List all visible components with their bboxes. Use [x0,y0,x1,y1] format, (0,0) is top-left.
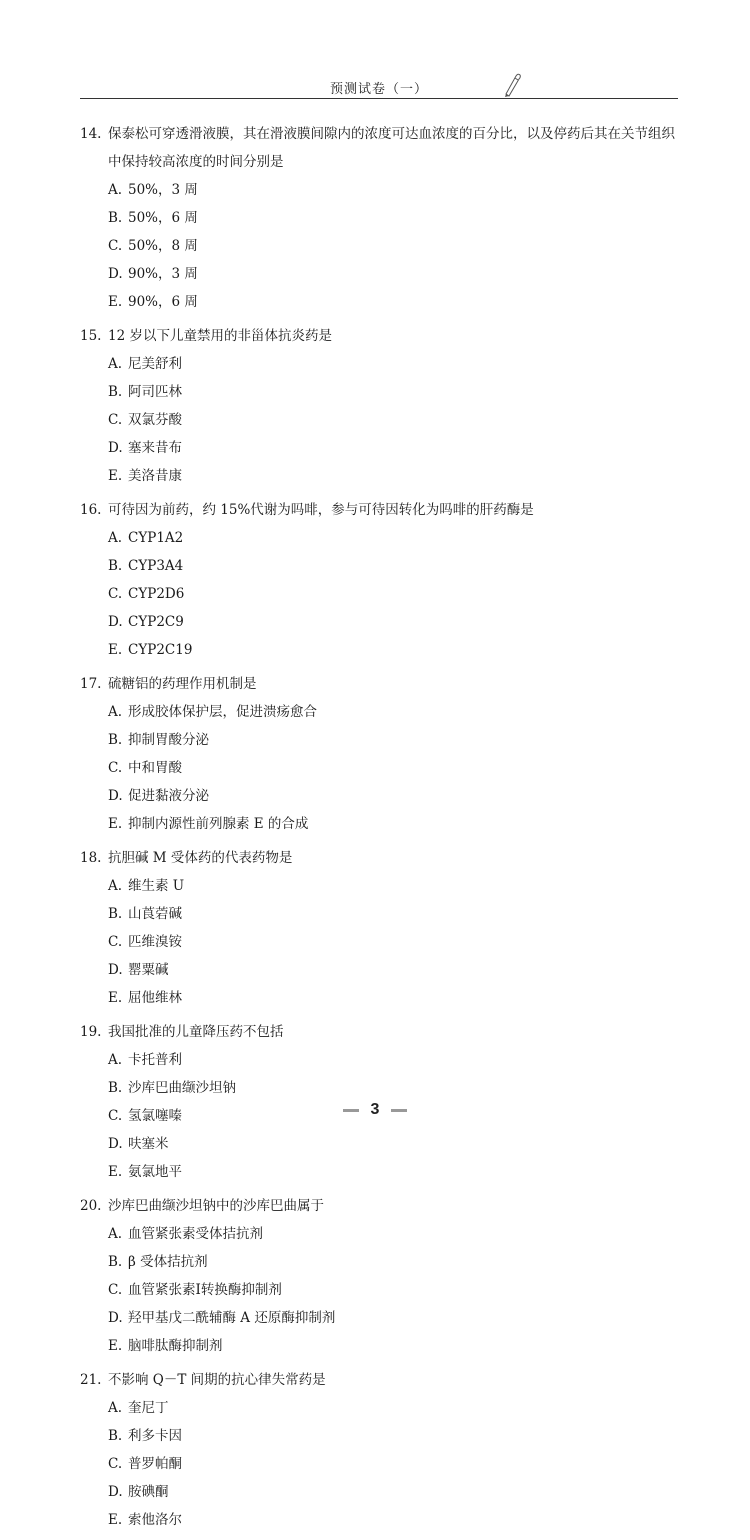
option-text: 呋塞米 [128,1136,169,1152]
option-letter: D. [108,1310,123,1326]
option-text: 羟甲基戊二酰辅酶 A 还原酶抑制剂 [128,1310,336,1326]
answer-option [108,698,402,726]
question-item [80,120,680,316]
answer-option [108,176,402,204]
option-text: CYP2C9 [128,614,184,630]
question-number: 14. [80,126,102,142]
answer-option [108,900,402,928]
answer-option [108,462,402,490]
option-text: 美洛昔康 [128,468,182,484]
option-text: 阿司匹林 [128,384,182,400]
question-number: 16. [80,502,102,518]
answer-option [108,1074,402,1102]
question-item [80,1366,680,1534]
option-text: 50%，8 周 [128,238,198,254]
option-letter: E. [108,1338,123,1354]
option-text: 氢氯噻嗪 [128,1108,182,1124]
option-letter: A. [108,356,123,372]
option-text: 50%，3 周 [128,182,198,198]
answer-option [108,726,402,754]
answer-option [108,810,402,838]
footer-dash-right [391,1109,407,1112]
answer-option [108,232,402,260]
option-text: 抑制内源性前列腺素 E 的合成 [128,816,309,832]
question-number: 20. [80,1198,102,1214]
option-text: 血管紧张素Ⅰ转换酶抑制剂 [128,1282,282,1298]
option-text: CYP3A4 [128,558,184,574]
option-letter: E. [108,990,123,1006]
answer-option [108,378,402,406]
option-letter: A. [108,1226,123,1242]
option-text: 普罗帕酮 [128,1456,182,1472]
option-text: 沙库巴曲缬沙坦钠 [128,1080,236,1096]
answer-option [108,1130,402,1158]
option-text: 索他洛尔 [128,1512,182,1528]
option-text: 脑啡肽酶抑制剂 [128,1338,223,1354]
question-text: 抗胆碱 M 受体药的代表药物是 [108,850,293,866]
question-text: 保泰松可穿透滑液膜，其在滑液膜间隙内的浓度可达血浓度的百分比，以及停药后其在关节组织中保持较高浓度的时间分别是 [108,126,675,170]
option-text: 奎尼丁 [128,1400,169,1416]
question-stem [80,1018,680,1046]
option-list [80,872,680,1012]
answer-option [108,754,402,782]
answer-option [108,1450,402,1478]
question-number: 19. [80,1024,102,1040]
page-header-title: 预测试卷（一） [329,82,428,97]
option-letter: D. [108,1136,123,1152]
option-letter: B. [108,558,123,574]
option-list [80,1394,680,1534]
answer-option [108,260,402,288]
option-list [80,1220,680,1360]
option-text: 90%，6 周 [128,294,198,310]
option-letter: C. [108,238,123,254]
page-header [80,72,678,99]
question-item [80,844,680,1012]
question-text: 我国批准的儿童降压药不包括 [108,1024,284,1040]
answer-option [108,1276,402,1304]
option-list [80,176,680,316]
option-letter: A. [108,704,123,720]
option-text: 山莨菪碱 [128,906,182,922]
question-text: 沙库巴曲缬沙坦钠中的沙库巴曲属于 [108,1198,324,1214]
answer-option [108,524,402,552]
answer-option [108,782,402,810]
answer-option [108,1046,402,1074]
question-stem [80,496,680,524]
option-text: 胺碘酮 [128,1484,169,1500]
option-text: 中和胃酸 [128,760,182,776]
answer-option [108,1394,402,1422]
option-text: 利多卡因 [128,1428,182,1444]
footer-dash-left [343,1109,359,1112]
option-letter: A. [108,530,123,546]
option-letter: A. [108,878,123,894]
question-text: 硫糖铝的药理作用机制是 [108,676,257,692]
pencil-icon [501,72,523,98]
option-text: 尼美舒利 [128,356,182,372]
answer-option [108,1478,402,1506]
question-item [80,496,680,664]
question-number: 18. [80,850,102,866]
option-text: CYP2C19 [128,642,193,658]
answer-option [108,1304,402,1332]
option-text: 血管紧张素受体拮抗剂 [128,1226,263,1242]
answer-option [108,956,402,984]
option-letter: B. [108,1428,123,1444]
question-text: 12 岁以下儿童禁用的非甾体抗炎药是 [108,328,332,344]
option-text: 匹维溴铵 [128,934,182,950]
option-text: 氨氯地平 [128,1164,182,1180]
question-text: 可待因为前药，约 15%代谢为吗啡，参与可待因转化为吗啡的肝药酶是 [108,502,534,518]
option-letter: E. [108,1164,123,1180]
question-stem [80,1192,680,1220]
question-number: 15. [80,328,102,344]
option-letter: D. [108,788,123,804]
question-number: 17. [80,676,102,692]
option-letter: B. [108,732,123,748]
answer-option [108,1248,402,1276]
page-number: 3 [370,1101,380,1118]
answer-option [108,872,402,900]
question-number: 21. [80,1372,102,1388]
answer-option [108,1158,402,1186]
question-stem [80,322,680,350]
answer-option [108,984,402,1012]
option-letter: E. [108,468,123,484]
answer-option [108,406,402,434]
option-text: 罂粟碱 [128,962,169,978]
answer-option [108,1506,402,1534]
option-letter: D. [108,440,123,456]
option-text: 90%，3 周 [128,266,198,282]
option-letter: E. [108,294,123,310]
option-list [80,524,680,664]
option-letter: B. [108,1080,123,1096]
option-letter: C. [108,412,123,428]
option-letter: C. [108,1282,123,1298]
page-footer [0,1100,750,1120]
question-text: 不影响 Q－T 间期的抗心律失常药是 [108,1372,326,1388]
question-stem [80,1366,680,1394]
question-item [80,322,680,490]
answer-option [108,552,402,580]
option-letter: C. [108,1108,123,1124]
question-list [80,120,680,1540]
answer-option [108,580,402,608]
option-text: 形成胶体保护层，促进溃疡愈合 [128,704,317,720]
option-letter: B. [108,1254,123,1270]
option-text: β 受体拮抗剂 [128,1254,208,1270]
option-letter: B. [108,384,123,400]
option-letter: B. [108,906,123,922]
option-letter: C. [108,1456,123,1472]
option-list [80,698,680,838]
option-text: 双氯芬酸 [128,412,182,428]
option-text: 50%，6 周 [128,210,198,226]
answer-option [108,608,402,636]
answer-option [108,636,402,664]
option-text: 屈他维林 [128,990,182,1006]
question-stem [80,670,680,698]
option-letter: A. [108,1052,123,1068]
option-text: 塞来昔布 [128,440,182,456]
option-letter: E. [108,1512,123,1528]
option-letter: D. [108,1484,123,1500]
question-item [80,1192,680,1360]
answer-option [108,928,402,956]
question-item [80,670,680,838]
option-list [80,350,680,490]
question-stem [80,120,680,176]
option-text: 抑制胃酸分泌 [128,732,209,748]
option-letter: C. [108,586,123,602]
answer-option [108,434,402,462]
answer-option [108,350,402,378]
option-text: CYP1A2 [128,530,184,546]
answer-option [108,288,402,316]
option-letter: E. [108,816,123,832]
option-letter: C. [108,760,123,776]
option-letter: D. [108,962,123,978]
option-text: CYP2D6 [128,586,185,602]
answer-option [108,1332,402,1360]
answer-option [108,1220,402,1248]
answer-option [108,204,402,232]
option-text: 促进黏液分泌 [128,788,209,804]
option-letter: D. [108,614,123,630]
answer-option [108,1422,402,1450]
option-text: 卡托普利 [128,1052,182,1068]
question-stem [80,844,680,872]
option-letter: A. [108,182,123,198]
option-letter: D. [108,266,123,282]
option-letter: A. [108,1400,123,1416]
option-letter: B. [108,210,123,226]
option-letter: C. [108,934,123,950]
option-text: 维生素 U [128,878,185,894]
option-letter: E. [108,642,123,658]
